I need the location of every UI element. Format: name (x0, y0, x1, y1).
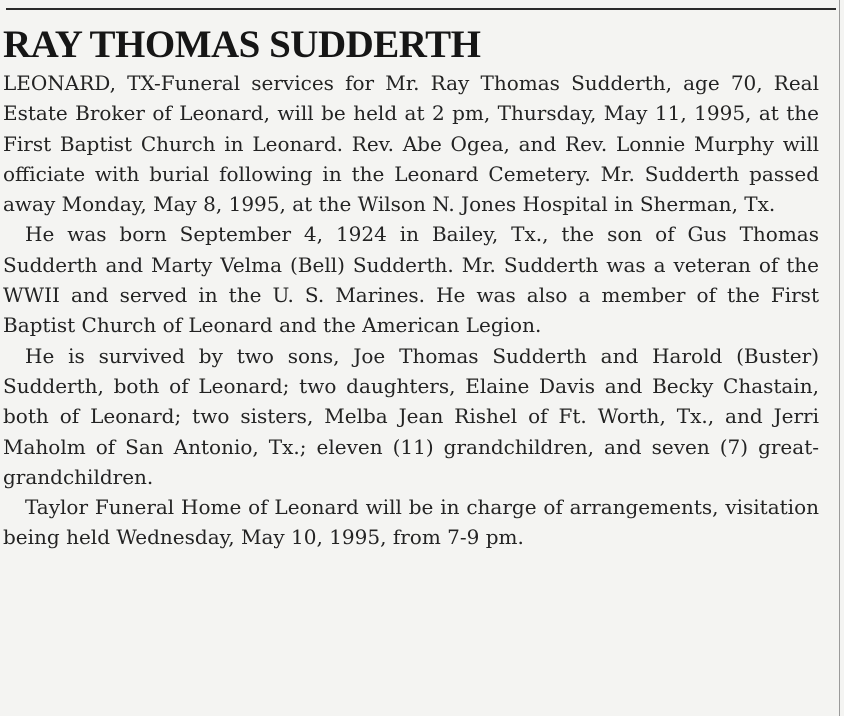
paragraph-survivors: He is survived by two sons, Joe Thomas Sudderth and Harold (Buster) Sudderth, both of Leonard; two daughters, Elaine Davis and Becky Chastain, both of Leonard; two sisters, Melba Jean Rishel of Ft. Worth, Tx., and Jerri Maholm of San Antonio, Tx.; eleven (11) grandchildren, and seven (7) great-grandchildren. (3, 343, 819, 489)
obituary-headline: RAY THOMAS SUDDERTH (3, 23, 481, 66)
obituary-body (3, 68, 819, 553)
clipping-edge (839, 0, 840, 716)
paragraph-funeral-services: LEONARD, TX-Funeral services for Mr. Ray Thomas Sudderth, age 70, Real Estate Broker of Leonard, will be held at 2 pm, Thursday, May 11, 1995, at the First Baptist Church in Leonard. Rev. Abe Ogea, and Rev. Lonnie Murphy will officiate with burial following in the Leonard Cemetery. Mr. Sudderth passed away Monday, May 8, 1995, at the Wilson N. Jones Hospital in Sherman, Tx. (3, 71, 819, 217)
top-rule-divider (6, 8, 836, 10)
paragraph-biography: He was born September 4, 1924 in Bailey, Tx., the son of Gus Thomas Sudderth and Marty Velma (Bell) Sudderth. Mr. Sudderth was a veteran of the WWII and served in the U. S. Marines. He was also a member of the First Baptist Church of Leonard and the American Legion. (3, 222, 819, 338)
paragraph-arrangements: Taylor Funeral Home of Leonard will be in charge of arrangements, visitation being held Wednesday, May 10, 1995, from 7-9 pm. (3, 495, 819, 550)
